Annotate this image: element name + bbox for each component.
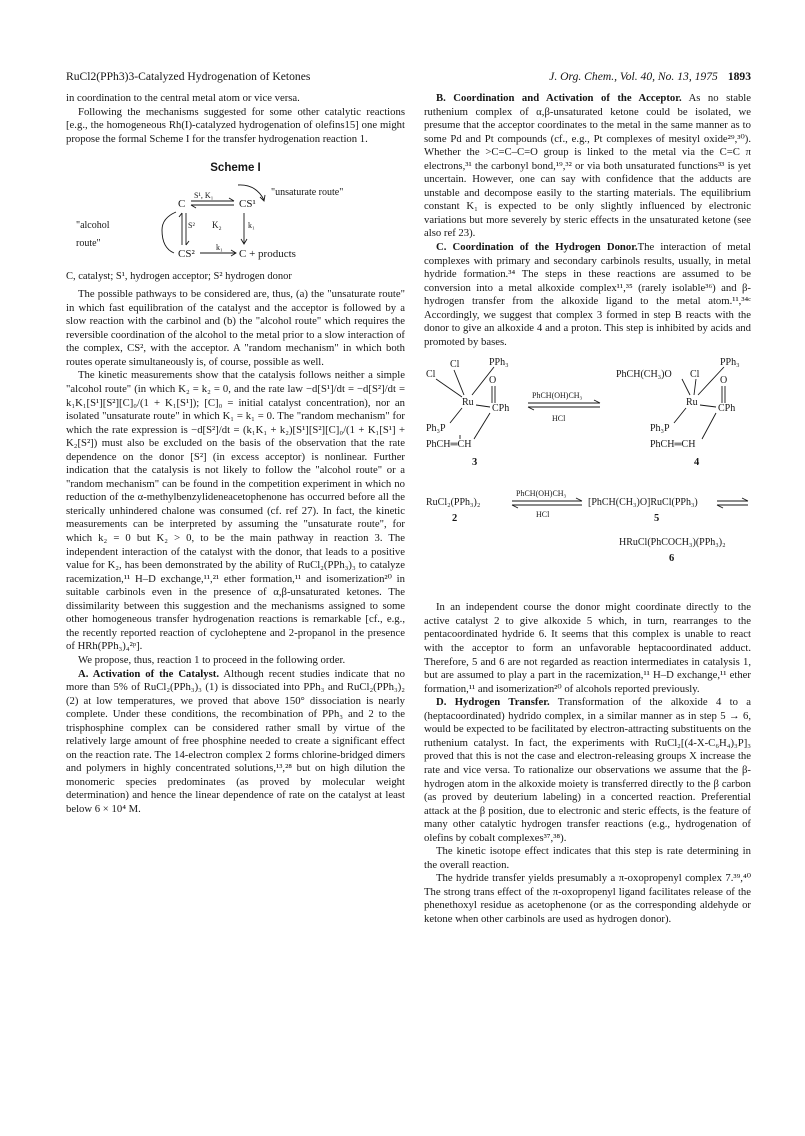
scheme-title: Scheme I: [210, 162, 261, 175]
scheme-1: [66, 150, 405, 282]
left-column: [66, 92, 405, 817]
section-heading-c: C. Coordination of the Hydrogen Donor.: [436, 241, 638, 254]
journal-citation: J. Org. Chem., Vol. 40, No. 13, 1975: [549, 70, 718, 83]
scheme-s2: S²: [188, 221, 195, 231]
s3-ph3p: Ph₃P: [426, 423, 446, 435]
section-text-b: As no stable ruthenium complex of α,β-unsaturated ketone could be isolated, we presume that the acceptor coordinates to the metal in the same manner as to some Pd and Pt compounds (cf., e.g., Pt complexes of mesityl oxide²⁹,³⁰). Whether the >C=C–C=O group is linked to the metal via the C=C π electrons,³¹ the carbonyl bond,¹⁹,³² or via both unsaturated functions³³ is yet uncertain. However, one can say with confidence that the adducts are unstable and decompose easily to the starting materials. The equilibrium constant K₁ is expected to be only slightly influenced by electronic variations but more severely by steric effects in the unsaturated ketone (see also ref 23).: [424, 92, 752, 240]
r-arrow-top-label: PhCH(OH)CH₃: [516, 489, 567, 499]
s3-cl1: Cl: [426, 369, 436, 381]
section-text-d: Transformation of the alkoxide 4 to a (heptacoordinated) hydrido complex, in a similar manner as in step 5 → 6, would be expected to be facilitated by electron-attracting substituents on the ruthenium catalyst. In fact, the experiments with RuCl₂[(4-X-C₆H₄)₃P]₃ proved that this is not the case and electron-releasing groups X increase the rate and vice versa. To rationalize our observations we assume that the β-hydrogen atom in the alkoxide moiety is transferred directly to the β carbon (as proved by deuterium labeling) in a concerted reaction. Preferential attack at the β position, due to electronic and steric effects, is the feature of many other catalytic hydrogen transfer reactions (e.g., hydrogenation of olefins by cobalt complexes³⁷,³⁸).: [424, 696, 751, 844]
s3-cph: CPh: [492, 403, 510, 415]
paragraph-section-b: [424, 92, 751, 241]
paragraph: We propose, thus, reaction 1 to proceed in the following order.: [78, 653, 346, 666]
s3-cl2: Cl: [450, 359, 460, 371]
section-heading-b: B. Coordination and Activation of the Acceptor.: [436, 92, 682, 104]
r-arrow-bottom-label: HCl: [536, 510, 550, 520]
s4-ru: Ru: [686, 397, 698, 409]
scheme-k1-right: k₁: [248, 221, 255, 231]
s3-o: O: [489, 375, 497, 387]
arrow-bottom-label: HCl: [552, 414, 566, 424]
paragraph: The possible pathways to be considered are, thus, (a) the "unsaturate route" in which fast equilibration of the catalyst and the acceptor is followed by a slow reaction with the carbinol and (b) the "alcohol route" which requires the reversible coordination of the alcohol to the metal prior to a slow interaction of the complex, CS², with the acceptor. A "random mechanism" in which both routes operate simultaneously is, of course, possible as well.: [66, 288, 405, 368]
arrow-top-label: PhCH(OH)CH₃: [532, 391, 583, 401]
section-text-c: The interaction of metal complexes with primary and secondary carbinols results, usually, in metal hydride formation.³⁴ The steps in these reactions are assumed to be conversion into a metal alkoxide complex¹¹,³⁵ (rarely isolable³⁶) and β-hydrogen transfer from the alkoxide ligand to the metal atom.¹¹,³⁴ᶜ Accordingly, we suggest that complex 3 formed in step B reacts with the donor to give an alkoxide 4 and a proton. This step is inhibited by acids and promoted by bases.: [424, 241, 751, 348]
section-text-a: Although recent studies indicate that no more than 5% of RuCl₂(PPh₃)₃ (1) is dissociated into PPh₃ and RuCl₂(PPh₃)₂ (2) at low temperatures, we proved that above 150° dissociation is nearly complete. Under these conditions, the recombination of PPh₃ and 2 to the trisphosphine complex can be considered rather small by virtue of the relatively large amount of free phosphine needed to create a significant effect on the reaction rate. The 14-electron complex 2 forms chlorine-bridged dimers and polymers in highly concentrated solutions,¹³,²⁸ but on high dilution the monomeric species predominates (as proved by molecular weight determination) and hence the linear dependence of rate on the catalyst at least below 6 × 10⁴ M.: [66, 667, 405, 815]
running-head-citation: [549, 70, 751, 83]
s4-o: O: [720, 375, 728, 387]
s3-ru: Ru: [462, 397, 474, 409]
scheme-diagram: [66, 150, 405, 282]
paragraph: in coordination to the central metal atom or vice versa.: [66, 92, 300, 104]
r5-label: 5: [654, 513, 660, 525]
paragraph-section-d: [424, 696, 751, 845]
scheme-k2: K₂: [212, 220, 222, 231]
s4-cl: Cl: [690, 369, 700, 381]
paragraph: In an independent course the donor might coordinate directly to the active catalyst 2 to give alkoxide 5 which, in turn, rearranges to the pentacoordinated hydride 6. It seems that this complex is unable to react with the acceptor to form an unfavorable heptacoordinated adduct. Therefore, 5 and 6 are not regarded as reaction intermediates in catalysis 1, but are assumed to play a part in the racemization,¹¹ H–D exchange,¹¹ ether formation,¹¹ and isomerization²⁰ of alcohols reported previously.: [424, 601, 751, 695]
scheme-unsat-route: "unsaturate route": [271, 187, 344, 199]
section-heading-a: A. Activation of the Catalyst.: [78, 667, 220, 680]
paragraph-section-c: [424, 241, 751, 349]
scheme-cs1: CS¹: [239, 198, 256, 211]
r6: HRuCl(PhCOCH₃)(PPh₃)₂: [619, 537, 726, 549]
r6-label: 6: [669, 553, 675, 565]
r2-label: 2: [452, 513, 458, 525]
paragraph-section-a: [66, 668, 405, 817]
r5: [PhCH(CH₃)O]RuCl(PPh₃): [588, 497, 698, 509]
paragraph: The kinetic isotope effect indicates that this step is rate determining in the overall reaction.: [424, 845, 751, 871]
scheme-cs2: CS²: [178, 248, 195, 261]
s3-phch: PhCH═CH: [426, 439, 472, 451]
scheme-k1-bottom: k₁: [216, 243, 223, 253]
s4-label: 4: [694, 457, 700, 469]
s4-phch: PhCH═CH: [650, 439, 696, 451]
scheme-alcohol-route-1: "alcohol: [76, 220, 110, 232]
paragraph: The hydride transfer yields presumably a π-oxopropenyl complex 7.³⁹,⁴⁰ The strong trans effect of the π-oxopropenyl ligand facilitates release of the phenethoxyl residue as acetophenone (or as the corresponding aldehyde or ketone when other carbinols are used as hydrogen donor).: [424, 872, 751, 925]
page-number: 1893: [727, 70, 751, 83]
reaction-structures: [424, 355, 751, 591]
structure-diagram: [424, 355, 751, 591]
s3-label: 3: [472, 457, 478, 469]
scheme-products: C + products: [239, 248, 296, 261]
s4-alkoxy: PhCH(CH₃)O: [616, 369, 672, 381]
scheme-caption: C, catalyst; S¹, hydrogen acceptor; S² hydrogen donor: [66, 271, 292, 283]
scheme-s1k1: S¹, K₁: [194, 191, 214, 201]
scheme-alcohol-route-2: route": [76, 238, 101, 250]
s3-pph3: PPh₃: [489, 357, 509, 369]
scheme-c: C: [178, 198, 186, 211]
section-heading-d: D. Hydrogen Transfer.: [436, 696, 550, 709]
r2: RuCl₂(PPh₃)₂: [426, 497, 481, 509]
paragraph: Following the mechanisms suggested for some other catalytic reactions [e.g., the homogeneous Rh(I)-catalyzed hydrogenation of olefins15] one might propose the formal Scheme I for the transfer hydrogenation reaction 1.: [66, 105, 405, 145]
paragraph: The kinetic measurements show that the catalysis follows neither a simple "alcohol route" (in which K₂ = k₂ = 0, and the rate law −d[S¹]/dt = −d[S²]/dt = k₁K₁[S¹][S²][C]₀/(1 + K₁[S¹]); [C]₀ = initial catalyst concentration), nor an isolated "unsaturate route" in which K₁ = k₁ = 0. The "random mechanism" for which the rate expression is −d[S²]/dt = (k₁K₁ + k₂)[S¹][S²][C]₀/(1 + K₁[S¹] + K₂[S²]) must also be excluded on the basis of the observation that the rate dependence on the donor [S²] (in excess acceptor) is nonlinear. Further indication that the catalysis is not likely to follow the "alcohol route" or a "random mechanism" can be found in the competition experiment in which no reduction of the α-methylbenzylideneacetophenone has occurred before all the sterically unhindered chalone was consumed (cf. ref 27). In fact, the kinetic measurements can be interpreted by assuming the "unsaturate route", for which k₂ = 0 but K₂ > 0, to be the main pathway in reaction 3. The independent interaction of the catalyst with the donor, that leads to a positive value for K₂, has been demonstrated by the ability of RuCl₂(PPh₃)₃ to catalyze racemization,¹¹ H–D exchange,¹¹,²¹ ether formation,¹¹ and isomerization²⁰ in suitable carbinols even in the presence of α,β-unsaturated ketones. The dissimilarity between this suggestion and the mechanisms assigned to some other homogeneous transfer hydrogenation reactions is remarkable [cf., e.g., the recently reported reaction of cycloheptene and 2-propanol in the presence of HRh(PPh₃)₄²ᵖ].: [66, 369, 405, 653]
running-head-title: RuCl2(PPh3)3-Catalyzed Hydrogenation of Ketones: [66, 70, 311, 83]
right-column: [424, 92, 751, 927]
s4-cph: CPh: [718, 403, 736, 415]
s4-pph3: PPh₃: [720, 357, 740, 369]
s4-ph3p: Ph₃P: [650, 423, 670, 435]
